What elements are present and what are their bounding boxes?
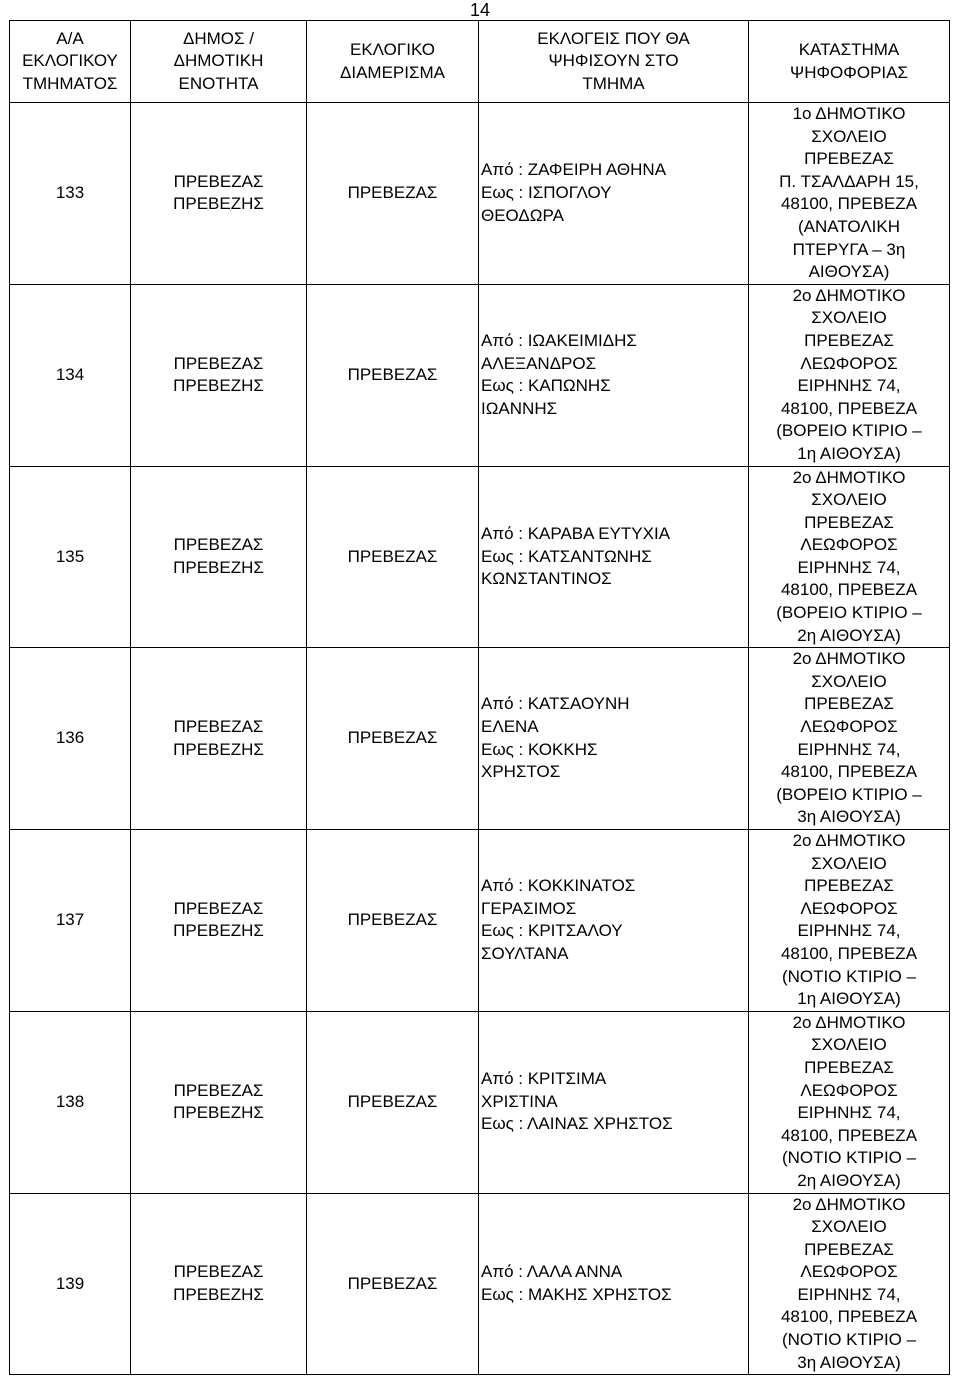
municipality-line: ΠΡΕΒΕΖΑΣ — [173, 898, 264, 918]
polling-station-line: 2ο ΔΗΜΟΤΙΚΟ — [792, 1194, 906, 1214]
polling-station-line: (ΒΟΡΕΙΟ ΚΤΙΡΙΟ – — [776, 784, 922, 804]
electoral-district-cell: ΠΡΕΒΕΖΑΣ — [307, 830, 479, 1012]
voters-cell — [479, 103, 749, 285]
polling-station-line: ΣΧΟΛΕΙΟ — [811, 671, 887, 691]
voters-line: Από : ΚΡΙΤΣΙΜΑ — [481, 1069, 607, 1089]
municipality-line: ΠΡΕΒΕΖΗΣ — [173, 194, 264, 214]
voters-line: ΚΩΝΣΤΑΝΤΙΝΟΣ — [481, 569, 612, 589]
polling-station-cell — [749, 466, 950, 648]
table-row — [10, 1193, 950, 1375]
section-number-cell: 136 — [10, 648, 131, 830]
municipality-line: ΠΡΕΒΕΖΗΣ — [173, 921, 264, 941]
municipality-cell — [131, 830, 307, 1012]
polling-station-line: ΕΙΡΗΝΗΣ 74, — [797, 376, 901, 396]
polling-station-line: ΠΤΕΡΥΓΑ – 3η — [792, 239, 906, 259]
voters-cell — [479, 648, 749, 830]
polling-station-line: 1η ΑΙΘΟΥΣΑ) — [797, 989, 901, 1009]
section-number-cell: 135 — [10, 466, 131, 648]
polling-station-cell — [749, 1193, 950, 1375]
voters-line: Από : ΛΑΛΑ ΑΝΝΑ — [481, 1262, 623, 1282]
voters-line: Εως : ΚΡΙΤΣΑΛΟΥ — [481, 921, 623, 941]
polling-station-cell — [749, 103, 950, 285]
polling-station-line: ΕΙΡΗΝΗΣ 74, — [797, 739, 901, 759]
voters-line: ΙΩΑΝΝΗΣ — [481, 398, 558, 418]
voters-line: ΧΡΗΣΤΟΣ — [481, 762, 561, 782]
polling-station-line: ΣΧΟΛΕΙΟ — [811, 1035, 887, 1055]
municipality-cell — [131, 466, 307, 648]
polling-station-line: ΠΡΕΒΕΖΑΣ — [804, 1057, 894, 1077]
polling-stations-table — [9, 20, 950, 1375]
voters-cell — [479, 466, 749, 648]
voters-line: Εως : ΚΟΚΚΗΣ — [481, 739, 598, 759]
municipality-line: ΠΡΕΒΕΖΑΣ — [173, 353, 264, 373]
polling-station-cell — [749, 830, 950, 1012]
polling-station-line: (ΑΝΑΤΟΛΙΚΗ — [797, 216, 901, 236]
polling-station-line: ΛΕΩΦΟΡΟΣ — [800, 898, 898, 918]
electoral-district-cell: ΠΡΕΒΕΖΑΣ — [307, 103, 479, 285]
municipality-cell — [131, 284, 307, 466]
voters-line: Εως : ΚΑΤΣΑΝΤΩΝΗΣ — [481, 546, 652, 566]
polling-station-line: ΣΧΟΛΕΙΟ — [811, 1217, 887, 1237]
municipality-line: ΠΡΕΒΕΖΗΣ — [173, 739, 264, 759]
polling-station-line: ΠΡΕΒΕΖΑΣ — [804, 694, 894, 714]
polling-station-line: 48100, ΠΡΕΒΕΖΑ — [780, 1307, 918, 1327]
table-row — [10, 648, 950, 830]
electoral-district-cell: ΠΡΕΒΕΖΑΣ — [307, 466, 479, 648]
section-number-cell: 139 — [10, 1193, 131, 1375]
polling-station-line: ΛΕΩΦΟΡΟΣ — [800, 353, 898, 373]
polling-station-line: 1η ΑΙΘΟΥΣΑ) — [797, 443, 901, 463]
polling-station-line: ΠΡΕΒΕΖΑΣ — [804, 1239, 894, 1259]
polling-station-cell — [749, 1011, 950, 1193]
voters-line: Από : ΙΩΑΚΕΙΜΙΔΗΣ — [481, 330, 637, 350]
municipality-line: ΠΡΕΒΕΖΑΣ — [173, 535, 264, 555]
header-electoral-district: ΕΚΛΟΓΙΚΟ ΔΙΑΜΕΡΙΣΜΑ — [307, 21, 479, 103]
page-number: 14 — [469, 0, 491, 20]
polling-station-line: ΕΙΡΗΝΗΣ 74, — [797, 921, 901, 941]
polling-station-line: ΛΕΩΦΟΡΟΣ — [800, 1080, 898, 1100]
table-row — [10, 830, 950, 1012]
voters-cell — [479, 1193, 749, 1375]
polling-station-line: ΠΡΕΒΕΖΑΣ — [804, 330, 894, 350]
polling-station-line: ΕΙΡΗΝΗΣ 74, — [797, 1284, 901, 1304]
polling-station-line: 2ο ΔΗΜΟΤΙΚΟ — [792, 831, 906, 850]
municipality-line: ΠΡΕΒΕΖΗΣ — [173, 1103, 264, 1123]
voters-cell — [479, 1011, 749, 1193]
voters-line: ΘΕΟΔΩΡΑ — [481, 205, 564, 225]
polling-station-line: ΣΧΟΛΕΙΟ — [811, 126, 887, 146]
section-number-cell: 138 — [10, 1011, 131, 1193]
electoral-district-cell: ΠΡΕΒΕΖΑΣ — [307, 648, 479, 830]
polling-station-line: (ΝΟΤΙΟ ΚΤΙΡΙΟ – — [781, 1148, 917, 1168]
table-body — [10, 103, 950, 1375]
header-section-number: Α/Α ΕΚΛΟΓΙΚΟΥ ΤΜΗΜΑΤΟΣ — [10, 21, 131, 103]
electoral-district-cell: ΠΡΕΒΕΖΑΣ — [307, 284, 479, 466]
polling-station-line: ΠΡΕΒΕΖΑΣ — [804, 149, 894, 169]
header-voters: ΕΚΛΟΓΕΙΣ ΠΟΥ ΘΑ ΨΗΦΙΣΟΥΝ ΣΤΟ ΤΜΗΜΑ — [479, 21, 749, 103]
polling-station-line: (ΝΟΤΙΟ ΚΤΙΡΙΟ – — [781, 966, 917, 986]
voters-line: ΣΟΥΛΤΑΝΑ — [481, 943, 569, 963]
header-row — [10, 21, 950, 103]
voters-line: Από : ΖΑΦΕΙΡΗ ΑΘΗΝΑ — [481, 160, 667, 180]
voters-line: ΑΛΕΞΑΝΔΡΟΣ — [481, 353, 597, 373]
polling-station-line: (ΒΟΡΕΙΟ ΚΤΙΡΙΟ – — [776, 421, 922, 441]
municipality-cell — [131, 1011, 307, 1193]
polling-station-cell — [749, 648, 950, 830]
polling-station-line: 2ο ΔΗΜΟΤΙΚΟ — [792, 285, 906, 305]
municipality-line: ΠΡΕΒΕΖΑΣ — [173, 717, 264, 737]
polling-station-line: 48100, ΠΡΕΒΕΖΑ — [780, 194, 918, 214]
polling-station-cell — [749, 284, 950, 466]
electoral-district-cell: ΠΡΕΒΕΖΑΣ — [307, 1193, 479, 1375]
voters-line: ΓΕΡΑΣΙΜΟΣ — [481, 898, 577, 918]
municipality-line: ΠΡΕΒΕΖΗΣ — [173, 376, 264, 396]
section-number-cell: 137 — [10, 830, 131, 1012]
table-row — [10, 284, 950, 466]
municipality-line: ΠΡΕΒΕΖΑΣ — [173, 171, 264, 191]
polling-station-line: 1ο ΔΗΜΟΤΙΚΟ — [792, 104, 906, 123]
polling-station-line: ΛΕΩΦΟΡΟΣ — [800, 1262, 898, 1282]
municipality-line: ΠΡΕΒΕΖΑΣ — [173, 1262, 264, 1282]
municipality-line: ΠΡΕΒΕΖΑΣ — [173, 1080, 264, 1100]
polling-station-line: 48100, ΠΡΕΒΕΖΑ — [780, 1125, 918, 1145]
voters-cell — [479, 830, 749, 1012]
header-polling-station: ΚΑΤΑΣΤΗΜΑ ΨΗΦΟΦΟΡΙΑΣ — [749, 21, 950, 103]
polling-station-line: ΛΕΩΦΟΡΟΣ — [800, 717, 898, 737]
polling-station-line: 48100, ΠΡΕΒΕΖΑ — [780, 398, 918, 418]
polling-station-line: 2ο ΔΗΜΟΤΙΚΟ — [792, 467, 906, 487]
voters-cell — [479, 284, 749, 466]
polling-station-line: Π. ΤΣΑΛΔΑΡΗ 15, — [779, 171, 919, 191]
polling-station-line: (ΝΟΤΙΟ ΚΤΙΡΙΟ – — [781, 1330, 917, 1350]
polling-station-line: ΑΙΘΟΥΣΑ) — [808, 262, 890, 282]
table-row — [10, 1011, 950, 1193]
polling-station-line: 3η ΑΙΘΟΥΣΑ) — [797, 807, 901, 827]
municipality-line: ΠΡΕΒΕΖΗΣ — [173, 1284, 264, 1304]
voters-line: Εως : ΚΑΠΩΝΗΣ — [481, 376, 611, 396]
header-municipality: ΔΗΜΟΣ / ΔΗΜΟΤΙΚΗ ΕΝΟΤΗΤΑ — [131, 21, 307, 103]
table-row — [10, 103, 950, 285]
polling-station-line: ΠΡΕΒΕΖΑΣ — [804, 876, 894, 896]
polling-station-line: ΛΕΩΦΟΡΟΣ — [800, 535, 898, 555]
polling-station-line: 2ο ΔΗΜΟΤΙΚΟ — [792, 1012, 906, 1032]
polling-station-line: ΠΡΕΒΕΖΑΣ — [804, 512, 894, 532]
municipality-cell — [131, 103, 307, 285]
voters-line: Από : ΚΑΡΑΒΑ ΕΥΤΥΧΙΑ — [481, 523, 671, 543]
voters-line: ΕΛΕΝΑ — [481, 717, 539, 737]
voters-line: Από : ΚΟΚΚΙΝΑΤΟΣ — [481, 876, 636, 896]
polling-station-line: 2η ΑΙΘΟΥΣΑ) — [797, 1170, 901, 1190]
polling-station-line: 48100, ΠΡΕΒΕΖΑ — [780, 580, 918, 600]
polling-station-line: ΕΙΡΗΝΗΣ 74, — [797, 1103, 901, 1123]
table-row — [10, 466, 950, 648]
section-number-cell: 133 — [10, 103, 131, 285]
municipality-line: ΠΡΕΒΕΖΗΣ — [173, 557, 264, 577]
polling-station-line: 2η ΑΙΘΟΥΣΑ) — [797, 625, 901, 645]
voters-line: Εως : ΛΑΙΝΑΣ ΧΡΗΣΤΟΣ — [481, 1114, 673, 1134]
polling-station-line: ΣΧΟΛΕΙΟ — [811, 308, 887, 328]
section-number-cell: 134 — [10, 284, 131, 466]
polling-station-line: ΣΧΟΛΕΙΟ — [811, 490, 887, 510]
polling-station-line: 48100, ΠΡΕΒΕΖΑ — [780, 762, 918, 782]
polling-station-line: 48100, ΠΡΕΒΕΖΑ — [780, 943, 918, 963]
polling-station-line: ΕΙΡΗΝΗΣ 74, — [797, 557, 901, 577]
voters-line: Εως : ΙΣΠΟΓΛΟΥ — [481, 183, 612, 203]
polling-station-line: 3η ΑΙΘΟΥΣΑ) — [797, 1352, 901, 1372]
voters-line: Από : ΚΑΤΣΑΟΥΝΗ — [481, 694, 630, 714]
polling-station-line: (ΒΟΡΕΙΟ ΚΤΙΡΙΟ – — [776, 603, 922, 623]
municipality-cell — [131, 1193, 307, 1375]
municipality-cell — [131, 648, 307, 830]
voters-line: ΧΡΙΣΤΙΝΑ — [481, 1091, 558, 1111]
voters-line: Εως : ΜΑΚΗΣ ΧΡΗΣΤΟΣ — [481, 1284, 672, 1304]
electoral-district-cell: ΠΡΕΒΕΖΑΣ — [307, 1011, 479, 1193]
polling-station-line: 2ο ΔΗΜΟΤΙΚΟ — [792, 649, 906, 669]
polling-station-line: ΣΧΟΛΕΙΟ — [811, 853, 887, 873]
